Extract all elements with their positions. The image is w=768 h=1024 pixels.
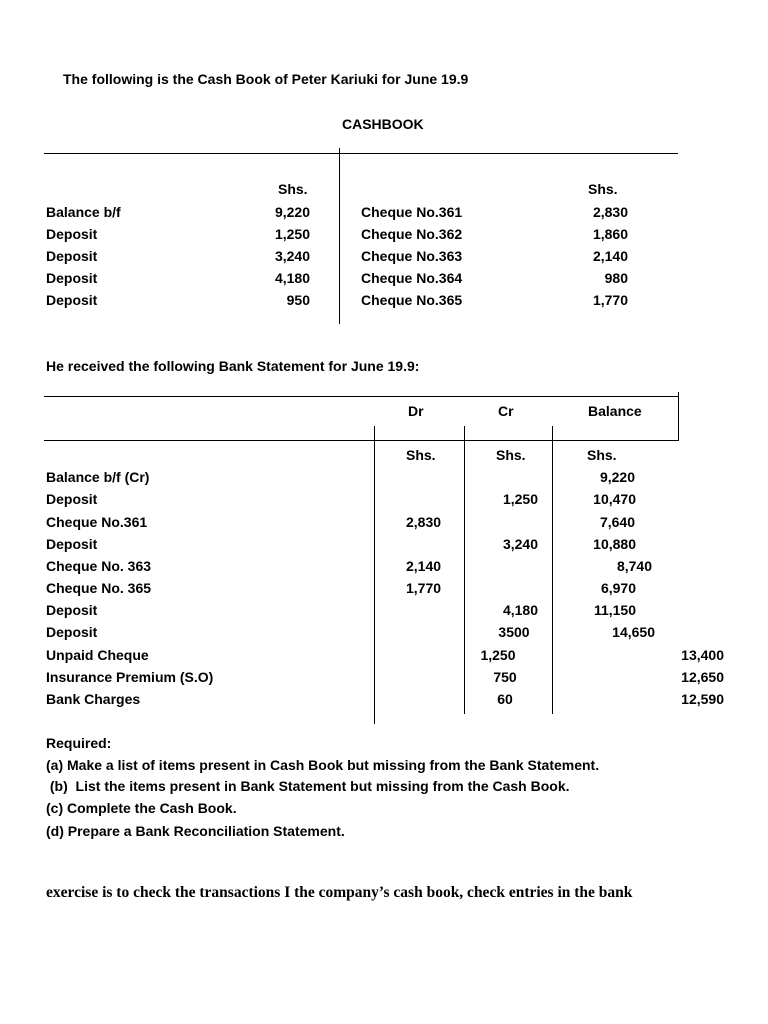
intro-text: The following is the Cash Book of Peter Kariuki for June 19.9 [63,71,469,87]
statement-header-rule [44,440,679,441]
cashbook-credit-label: Cheque No.361 [361,204,463,220]
statement-dr-header: Dr [408,403,424,419]
statement-extra-value: 12,650 [681,669,724,685]
footer-text: exercise is to check the transactions I the company’s cash book, check entries in the bank [46,884,633,901]
cashbook-credit-label: Cheque No.365 [361,292,463,308]
statement-row-label: Deposit [46,624,98,640]
statement-row-label: Deposit [46,491,98,507]
cashbook-debit-amount: 4,180 [274,270,310,286]
required-title: Required: [46,735,112,751]
cashbook-debit-amount: 950 [286,292,310,308]
cashbook-credit-header: Shs. [588,181,618,197]
cashbook-credit-label: Cheque No.362 [361,226,463,242]
cashbook-debit-amount: 3,240 [274,248,310,264]
required-item: (a) Make a list of items present in Cash Book but missing from the Bank Statement. [46,757,600,773]
cashbook-debit-amount: 1,250 [274,226,310,242]
cashbook-credit-amount: 1,860 [592,226,628,242]
statement-cr-value: 750 [493,669,517,685]
statement-balance-value: 8,740 [616,558,652,574]
statement-balance-value: 9,220 [599,469,635,485]
statement-dr-value: 2,140 [406,558,442,574]
cashbook-credit-amount: 1,770 [592,292,628,308]
required-item: (d) Prepare a Bank Reconciliation Statement. [46,823,345,839]
cashbook-divider [339,148,340,324]
cashbook-debit-label: Deposit [46,270,98,286]
statement-divider-bal [552,426,553,714]
statement-cr-value: 1,250 [502,491,538,507]
statement-balance-value: 10,880 [593,536,636,552]
statement-cr-header: Cr [498,403,514,419]
statement-cr-value: 3,240 [502,536,538,552]
statement-extra-value: 12,590 [681,691,724,707]
statement-top-rule [44,396,679,397]
statement-balance-value: 11,150 [593,602,636,618]
cashbook-credit-amount: 2,830 [592,204,628,220]
statement-cr-value: 1,250 [480,647,516,663]
statement-row-label: Cheque No. 363 [46,558,152,574]
statement-right-edge [678,392,679,440]
statement-row-label: Cheque No.361 [46,514,148,530]
statement-cr-value: 4,180 [502,602,538,618]
cashbook-debit-label: Deposit [46,292,98,308]
statement-divider-cr [464,426,465,714]
cashbook-title: CASHBOOK [342,116,424,132]
statement-row-label: Cheque No. 365 [46,580,152,596]
cashbook-credit-amount: 980 [604,270,628,286]
statement-cr-unit: Shs. [496,447,526,463]
statement-balance-value: 7,640 [599,514,635,530]
statement-dr-unit: Shs. [406,447,436,463]
cashbook-credit-amount: 2,140 [592,248,628,264]
statement-row-label: Insurance Premium (S.O) [46,669,214,685]
cashbook-debit-amount: 9,220 [274,204,310,220]
statement-balance-unit: Shs. [587,447,617,463]
statement-cr-value: 3500 [498,624,530,640]
cashbook-credit-label: Cheque No.364 [361,270,463,286]
statement-row-label: Balance b/f (Cr) [46,469,150,485]
cashbook-top-rule [44,153,678,154]
statement-dr-value: 1,770 [406,580,442,596]
cashbook-debit-label: Deposit [46,248,98,264]
statement-row-label: Bank Charges [46,691,141,707]
statement-balance-header: Balance [588,403,642,419]
cashbook-credit-label: Cheque No.363 [361,248,463,264]
statement-intro: He received the following Bank Statement for June 19.9: [46,358,420,374]
required-item: (b) List the items present in Bank Statement but missing from the Cash Book. [46,778,570,794]
statement-row-label: Deposit [46,536,98,552]
statement-balance-value: 10,470 [593,491,636,507]
cashbook-debit-label: Balance b/f [46,204,121,220]
statement-cr-value: 60 [497,691,513,707]
statement-dr-value: 2,830 [406,514,442,530]
statement-extra-value: 13,400 [681,647,724,663]
statement-row-label: Unpaid Cheque [46,647,149,663]
statement-row-label: Deposit [46,602,98,618]
statement-divider-dr [374,426,375,724]
required-item: (c) Complete the Cash Book. [46,800,237,816]
cashbook-debit-header: Shs. [278,181,308,197]
statement-balance-value: 6,970 [600,580,636,596]
statement-balance-value: 14,650 [612,624,655,640]
cashbook-debit-label: Deposit [46,226,98,242]
